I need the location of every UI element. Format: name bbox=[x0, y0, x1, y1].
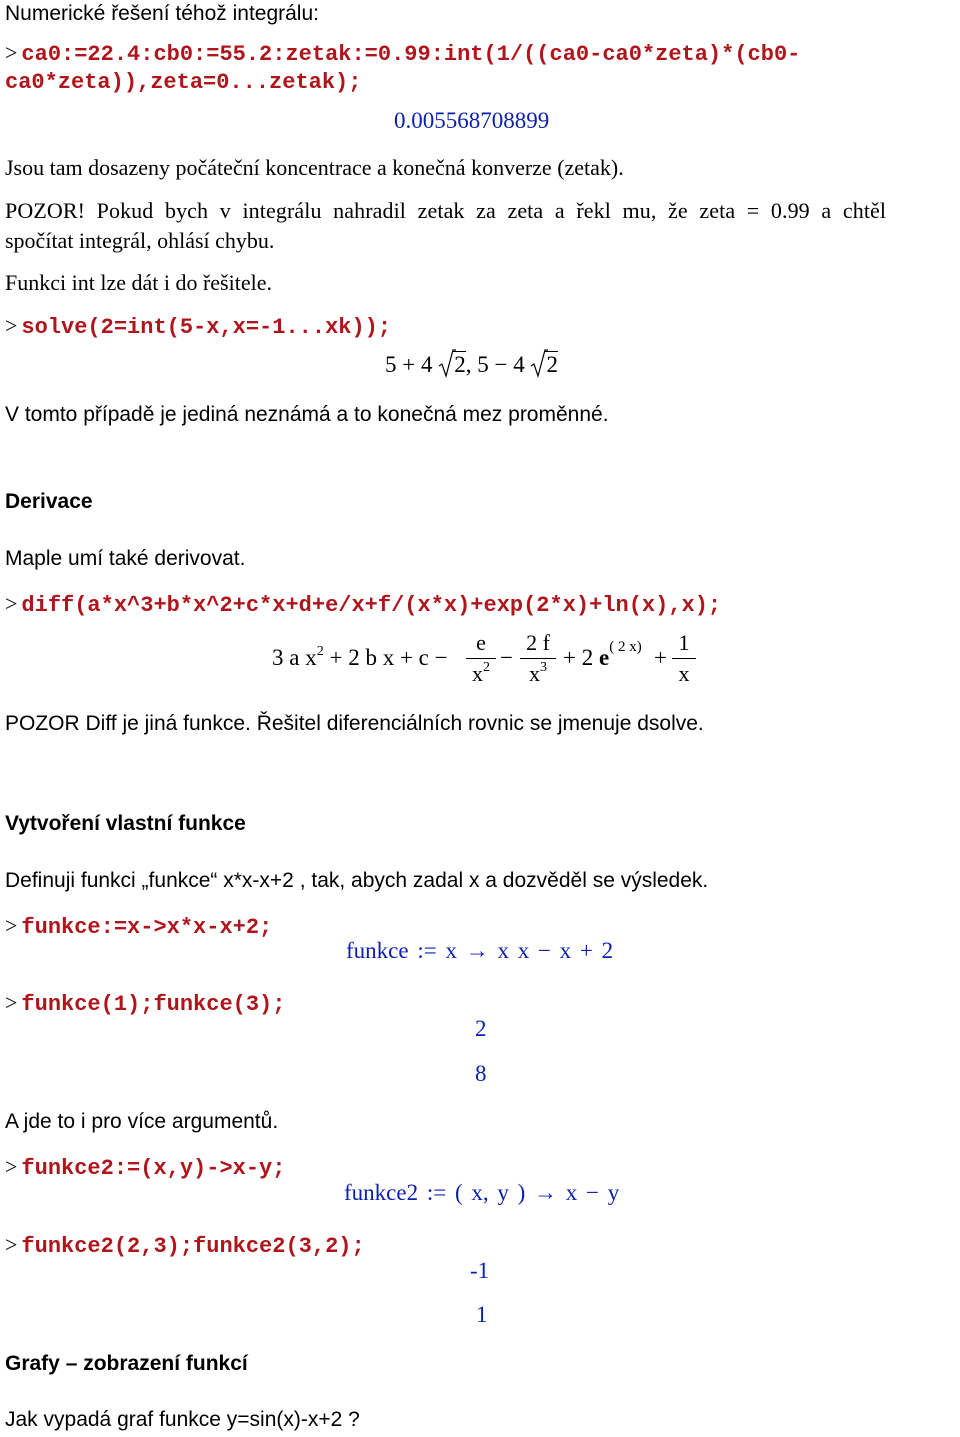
sqrt-symbol-2 bbox=[530, 352, 558, 378]
diff-term-plus2: + 2 bbox=[563, 645, 594, 670]
diff-term-3ax: 3 a x bbox=[272, 645, 317, 670]
prompt-symbol: > bbox=[5, 591, 18, 616]
diff-plus-sign: + bbox=[654, 645, 667, 670]
fraction-denominator: $x^2$ bbox=[472, 660, 490, 686]
prompt-symbol: > bbox=[5, 990, 18, 1015]
diff-term-e: e bbox=[598, 645, 610, 670]
maple-text: Maple umí také derivovat. bbox=[5, 547, 246, 570]
sqrt-symbol-1 bbox=[438, 352, 466, 378]
prompt-symbol: > bbox=[5, 1232, 18, 1257]
integral-command-line1: ca0:=22.4:cb0:=55.2:zetak:=0.99:int(1/((ca0-ca0*zeta)*(cb0- bbox=[21, 42, 801, 67]
grafy-heading: Grafy – zobrazení funkcí bbox=[5, 1352, 248, 1375]
vytvoreni-heading: Vytvoření vlastní funkce bbox=[5, 812, 246, 835]
fraction-numerator: 1 bbox=[678, 630, 690, 655]
solve-result-part1: 5 + 4 bbox=[385, 352, 433, 377]
tomto-text: V tomto případě je jediná neznámá a to konečná mez proměnné. bbox=[5, 403, 609, 426]
funkce-def-result: funkce := x → x x − x + 2 bbox=[346, 938, 614, 963]
prompt-symbol: > bbox=[5, 1154, 18, 1179]
fraction-numerator: 2 f bbox=[526, 630, 550, 655]
diff-fraction-1-x bbox=[672, 630, 696, 687]
vice-argumentu-text: A jde to i pro více argumentů. bbox=[5, 1110, 279, 1133]
funkce-result-1: 2 bbox=[475, 1016, 487, 1041]
funkce2-result-b: 1 bbox=[476, 1302, 488, 1327]
funkce-call-command-text: funkce(1);funkce(3); bbox=[21, 992, 286, 1017]
funkce2-result-a: -1 bbox=[470, 1258, 490, 1283]
funkce-call-command[interactable] bbox=[5, 990, 285, 1017]
sqrt-radicand-2: 2 bbox=[546, 352, 558, 377]
solve-command-text: solve(2=int(5-x,x=-1...xk)); bbox=[21, 315, 392, 340]
diff-exp-term bbox=[563, 639, 642, 671]
fraction-bar bbox=[672, 658, 696, 659]
integral-command[interactable] bbox=[5, 40, 800, 67]
prompt-symbol: > bbox=[5, 313, 18, 338]
diff-command-text: diff(a*x^3+b*x^2+c*x+d+e/x+f/(x*x)+exp(2*x)+ln(x),x); bbox=[21, 593, 722, 618]
funkci-int-text: Funkci int lze dát i do řešitele. bbox=[5, 270, 272, 295]
prompt-symbol: > bbox=[5, 913, 18, 938]
fraction-denominator: $x^3$ bbox=[529, 660, 547, 686]
prompt-symbol: > bbox=[5, 40, 18, 65]
diff-fraction-e-x2 bbox=[466, 630, 496, 687]
diff-minus-sign: − bbox=[500, 645, 513, 670]
fraction-numerator: e bbox=[476, 630, 486, 655]
fraction-bar bbox=[520, 658, 556, 659]
sqrt-radicand-1: 2 bbox=[454, 352, 466, 377]
definuji-text: Definuji funkci „funkce“ x*x-x+2 , tak, abych zadal x a dozvěděl se výsledek. bbox=[5, 869, 709, 892]
diff-term-exp: 2 bbox=[316, 644, 324, 659]
solve-command[interactable] bbox=[5, 313, 391, 340]
diff-term-2bx: + 2 b x + c − bbox=[329, 645, 448, 670]
fraction-bar bbox=[466, 658, 496, 659]
radical-sign-icon bbox=[530, 348, 548, 378]
diff-command[interactable] bbox=[5, 591, 721, 618]
funkce2-def-command-text: funkce2:=(x,y)->x-y; bbox=[21, 1156, 286, 1181]
funkce-def-command-text: funkce:=x->x*x-x+2; bbox=[21, 915, 273, 940]
numeric-intro-text: Numerické řešení téhož integrálu: bbox=[5, 2, 319, 25]
pozor-text-line2: spočítat integrál, ohlásí chybu. bbox=[5, 228, 275, 253]
pozor-text-line1: POZOR! Pokud bych v integrálu nahradil zetak za zeta a řekl mu, že zeta = 0.99 a chtěl bbox=[5, 198, 887, 223]
diff-result-term1 bbox=[272, 645, 448, 671]
funkce-def-command[interactable] bbox=[5, 913, 272, 940]
integral-result: 0.005568708899 bbox=[394, 108, 550, 133]
fraction-denominator: x bbox=[678, 661, 690, 686]
jak-vypada-text: Jak vypadá graf funkce y=sin(x)-x+2 ? bbox=[5, 1408, 360, 1431]
radical-sign-icon bbox=[438, 348, 456, 378]
funkce2-call-command-text: funkce2(2,3);funkce2(3,2); bbox=[21, 1234, 365, 1259]
solve-result-part2: , 5 − 4 bbox=[465, 352, 525, 377]
funkce-result-3: 8 bbox=[475, 1061, 487, 1086]
dosazeny-text: Jsou tam dosazeny počáteční koncentrace a konečná konverze (zetak). bbox=[5, 155, 624, 180]
diff-term-e-exp: ( 2 x) bbox=[609, 639, 642, 655]
pozor-diff-text: POZOR Diff je jiná funkce. Řešitel diferenciálních rovnic se jmenuje dsolve. bbox=[5, 712, 704, 735]
diff-fraction-2f-x3 bbox=[520, 630, 556, 687]
funkce2-def-result: funkce2 := ( x, y ) → x − y bbox=[344, 1180, 620, 1205]
solve-result bbox=[385, 352, 558, 378]
funkce2-def-command[interactable] bbox=[5, 1154, 285, 1181]
integral-command-line2[interactable]: ca0*zeta)),zeta=0...zetak); bbox=[5, 70, 362, 95]
funkce2-call-command[interactable] bbox=[5, 1232, 365, 1259]
derivace-heading: Derivace bbox=[5, 490, 93, 513]
